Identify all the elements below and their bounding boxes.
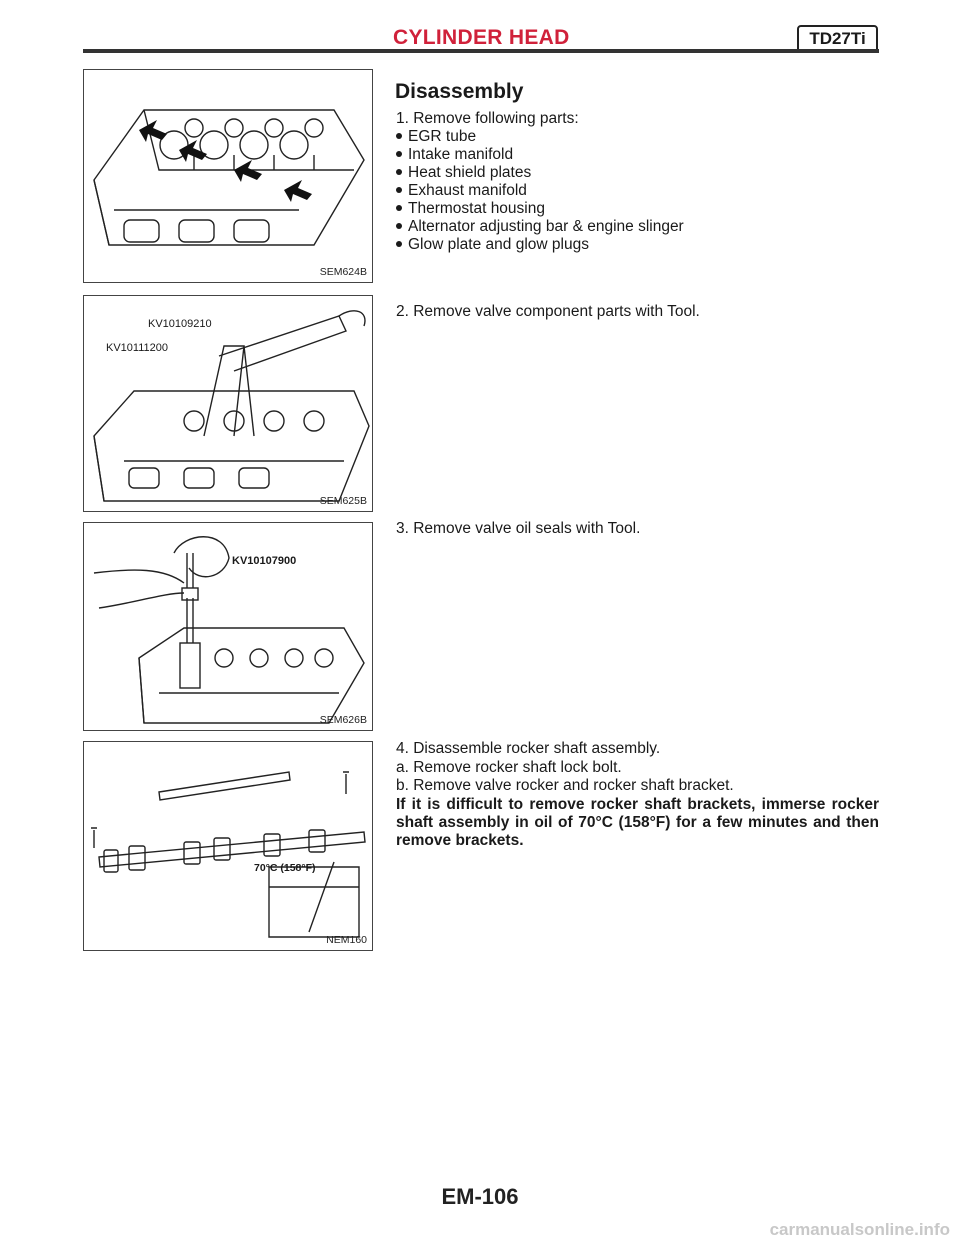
- step-2: 2. Remove valve component parts with Tool.: [396, 303, 700, 320]
- model-badge: TD27Ti: [797, 25, 878, 53]
- oil-seal-tool-illustration: [84, 523, 374, 732]
- step-1: 1. Remove following parts:: [396, 110, 579, 127]
- header-rule: [83, 49, 879, 53]
- figure-valve-spring-compressor: [83, 295, 373, 512]
- figure-code: NEM160: [326, 934, 367, 946]
- step-3: 3. Remove valve oil seals with Tool.: [396, 520, 641, 537]
- list-item: Thermostat housing: [396, 200, 684, 218]
- bullet-icon: [396, 187, 402, 193]
- list-item: Glow plate and glow plugs: [396, 236, 684, 254]
- bullet-icon: [396, 223, 402, 229]
- figure-valve-oil-seal-puller: [83, 522, 373, 731]
- step-4b: b. Remove valve rocker and rocker shaft bracket.: [396, 777, 734, 794]
- list-item: EGR tube: [396, 128, 684, 146]
- figure-cylinder-head-parts: [83, 69, 373, 283]
- oil-temperature-label: 70°C (158°F): [254, 862, 316, 874]
- caution-note: If it is difficult to remove rocker shaft brackets, immerse rocker shaft assembly in oil of 70°C (158°F) for a few minutes and then remove brackets.: [396, 796, 879, 849]
- tool-label-kv10109210: KV10109210: [148, 318, 212, 330]
- list-item: Heat shield plates: [396, 164, 684, 182]
- figure-rocker-shaft-assembly: [83, 741, 373, 951]
- valve-spring-tool-illustration: [84, 296, 374, 513]
- page-number: EM-106: [441, 1184, 519, 1209]
- section-title: Disassembly: [395, 80, 524, 103]
- list-item: Alternator adjusting bar & engine slinger: [396, 218, 684, 236]
- rocker-shaft-illustration: [84, 742, 374, 952]
- figure-code: SEM624B: [319, 266, 367, 278]
- list-item: Exhaust manifold: [396, 182, 684, 200]
- bullet-icon: [396, 205, 402, 211]
- list-item: Intake manifold: [396, 146, 684, 164]
- step-4: 4. Disassemble rocker shaft assembly.: [396, 740, 661, 757]
- cylinder-head-illustration: [84, 70, 374, 284]
- figure-code: SEM626B: [319, 714, 367, 726]
- parts-list: [396, 128, 684, 254]
- bullet-icon: [396, 169, 402, 175]
- bullet-icon: [396, 241, 402, 247]
- section-header-title: CYLINDER HEAD: [393, 26, 570, 49]
- tool-label-kv10111200: KV10111200: [106, 342, 168, 354]
- figure-code: SEM625B: [319, 495, 367, 507]
- tool-label-kv10107900: KV10107900: [232, 555, 297, 567]
- step-4a: a. Remove rocker shaft lock bolt.: [396, 759, 622, 776]
- watermark: carmanualsonline.info: [769, 1220, 950, 1239]
- bullet-icon: [396, 133, 402, 139]
- bullet-icon: [396, 151, 402, 157]
